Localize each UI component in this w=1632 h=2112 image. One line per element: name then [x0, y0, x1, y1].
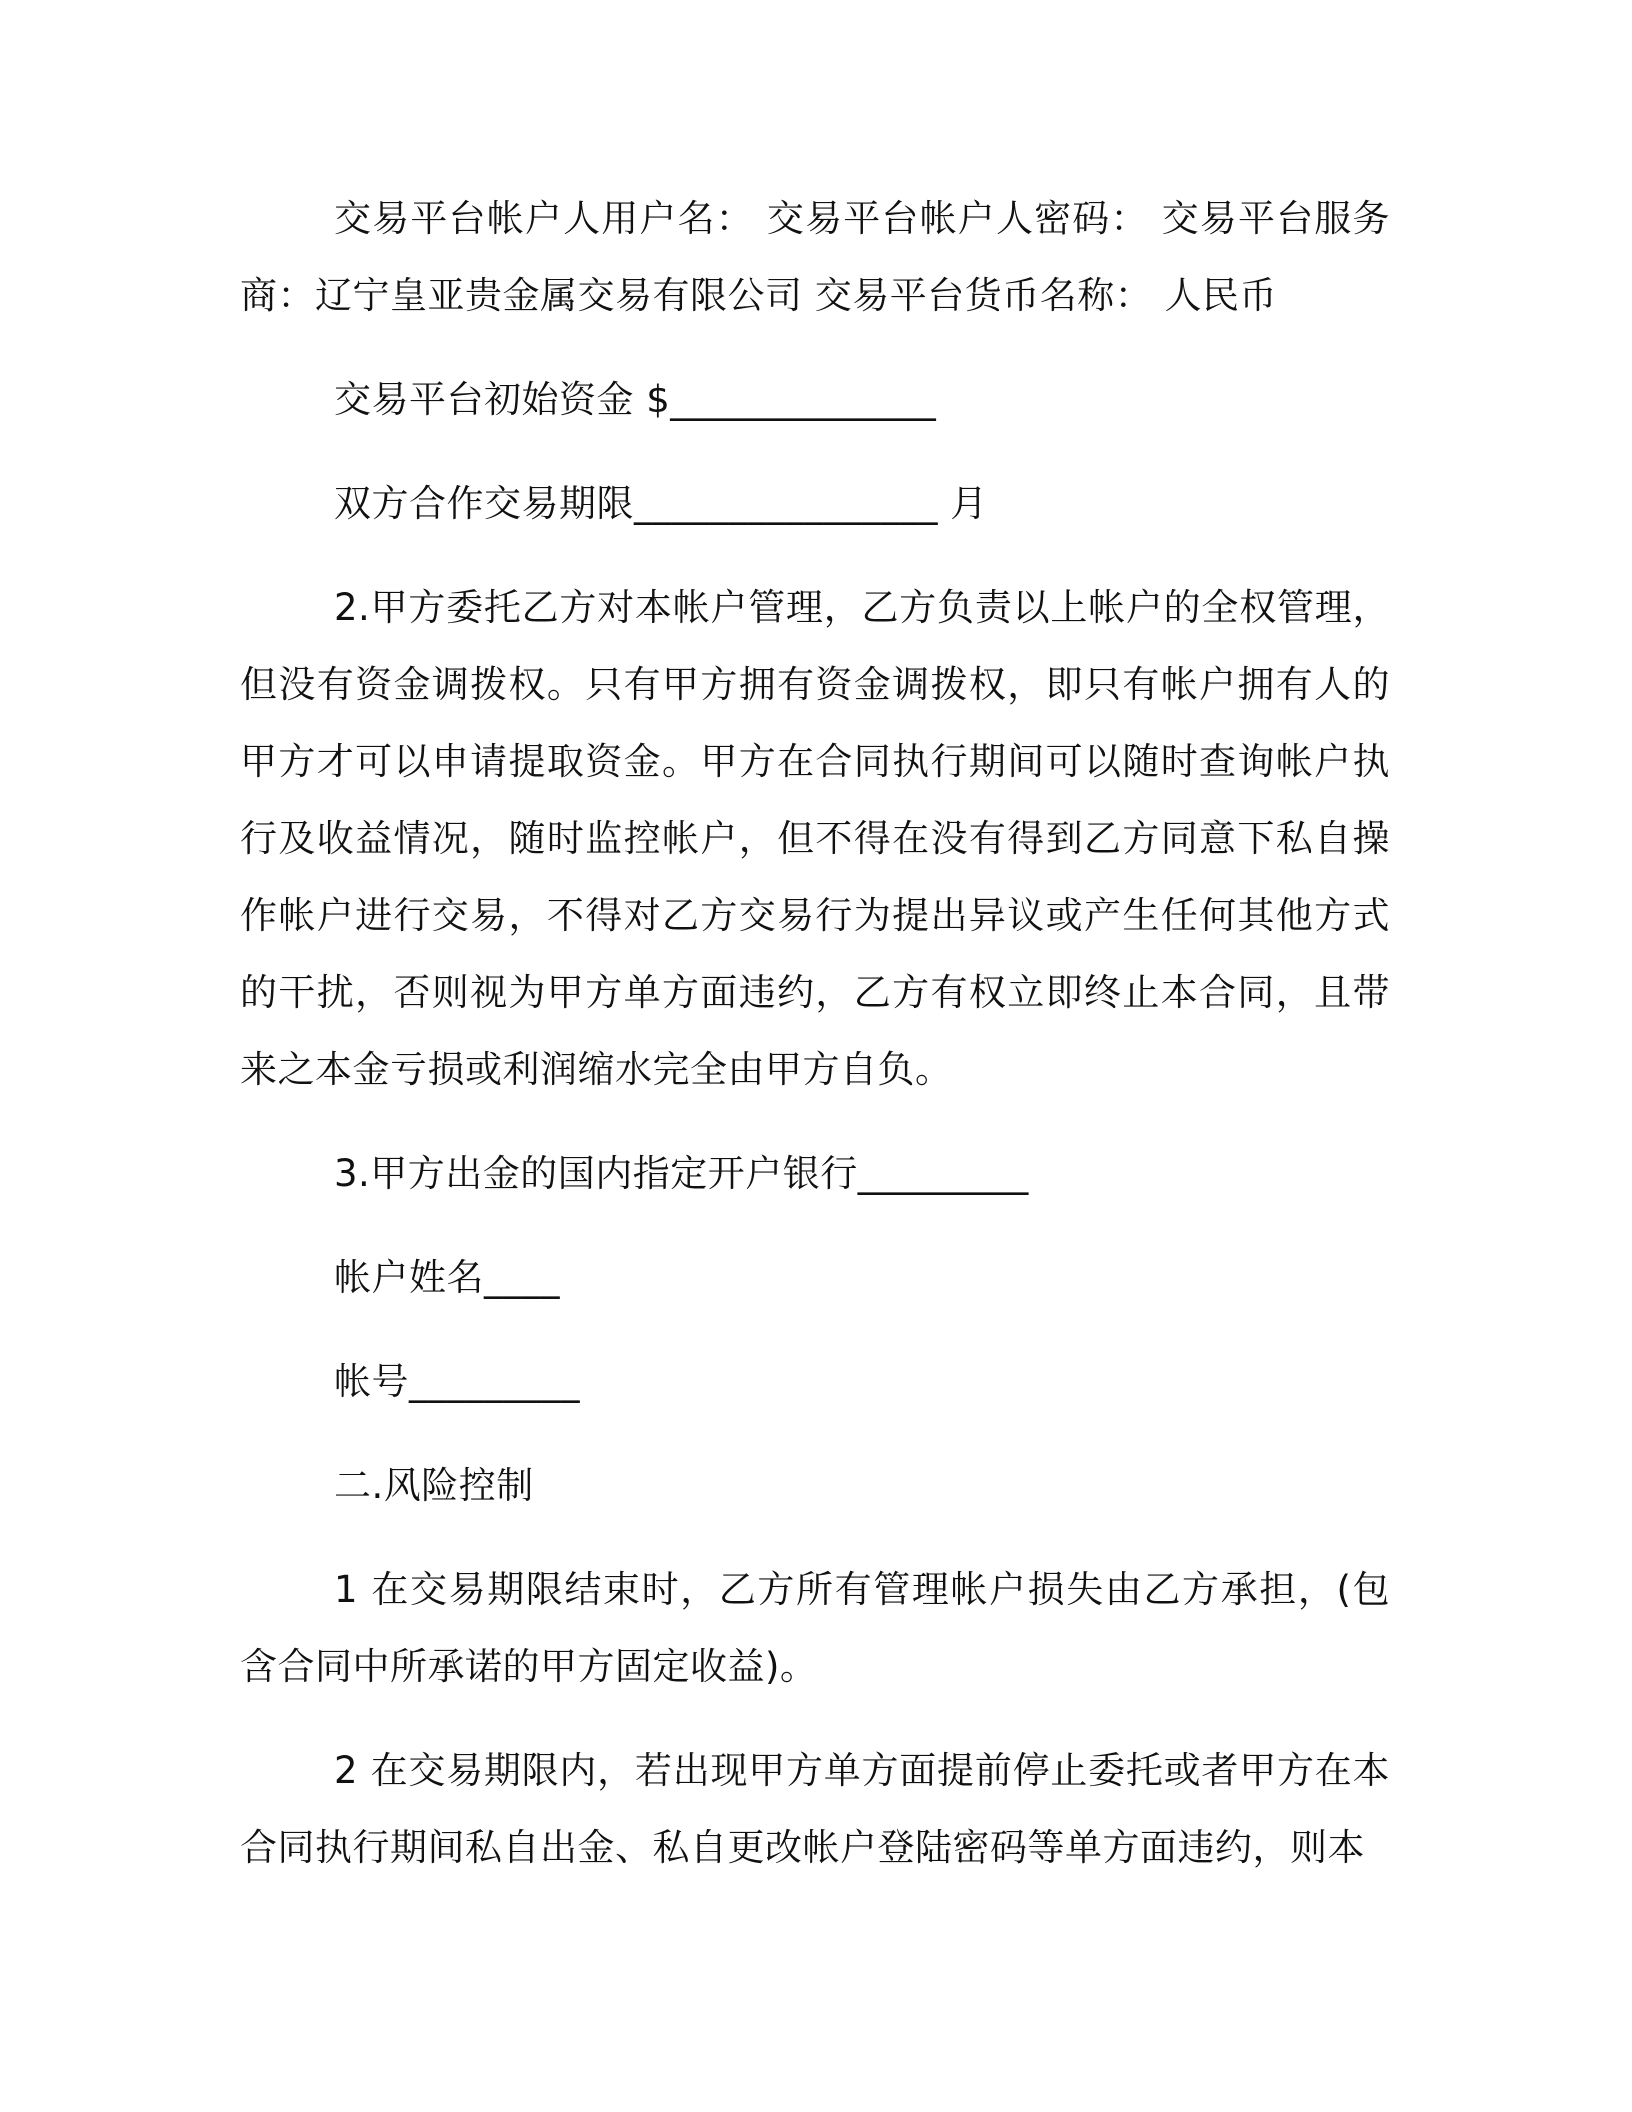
trading-term-line: 双方合作交易期限________________ 月: [334, 482, 988, 525]
risk-clause-2: 2 在交易期限内，若出现甲方单方面提前停止委托或者甲方在本合同执行期间私自出金、私自更改帐户登陆密码等单方面违约，则本: [240, 1749, 1390, 1869]
clause-2-paragraph: 2.甲方委托乙方对本帐户管理，乙方负责以上帐户的全权管理，但没有资金调拨权。只有甲方拥有资金调拨权，即只有帐户拥有人的甲方才可以申请提取资金。甲方在合同执行期间可以随时查询帐户执行及收益情况，随时监控帐户，但不得在没有得到乙方同意下私自操作帐户进行交易，不得对乙方交易行为提出异议或产生任何其他方式的干扰，否则视为甲方单方面违约，乙方有权立即终止本合同，且带来之本金亏损或利润缩水完全由甲方自负。: [240, 586, 1390, 1091]
account-name-line: 帐户姓名____: [334, 1256, 560, 1299]
risk-clause-1: 1 在交易期限结束时，乙方所有管理帐户损失由乙方承担，(包含合同中所承诺的甲方固定收益)。: [240, 1568, 1390, 1688]
section-heading-risk-control: 二.风险控制: [334, 1464, 534, 1507]
initial-funds-line: 交易平台初始资金 $______________: [334, 378, 937, 421]
document-body: [240, 180, 1390, 1913]
account-info-paragraph: 交易平台帐户人用户名： 交易平台帐户人密码： 交易平台服务商：辽宁皇亚贵金属交易有限公司 交易平台货币名称： 人民币: [240, 197, 1390, 317]
account-number-line: 帐号_________: [334, 1360, 580, 1403]
clause-3-bank-line: 3.甲方出金的国内指定开户银行_________: [334, 1152, 1029, 1195]
